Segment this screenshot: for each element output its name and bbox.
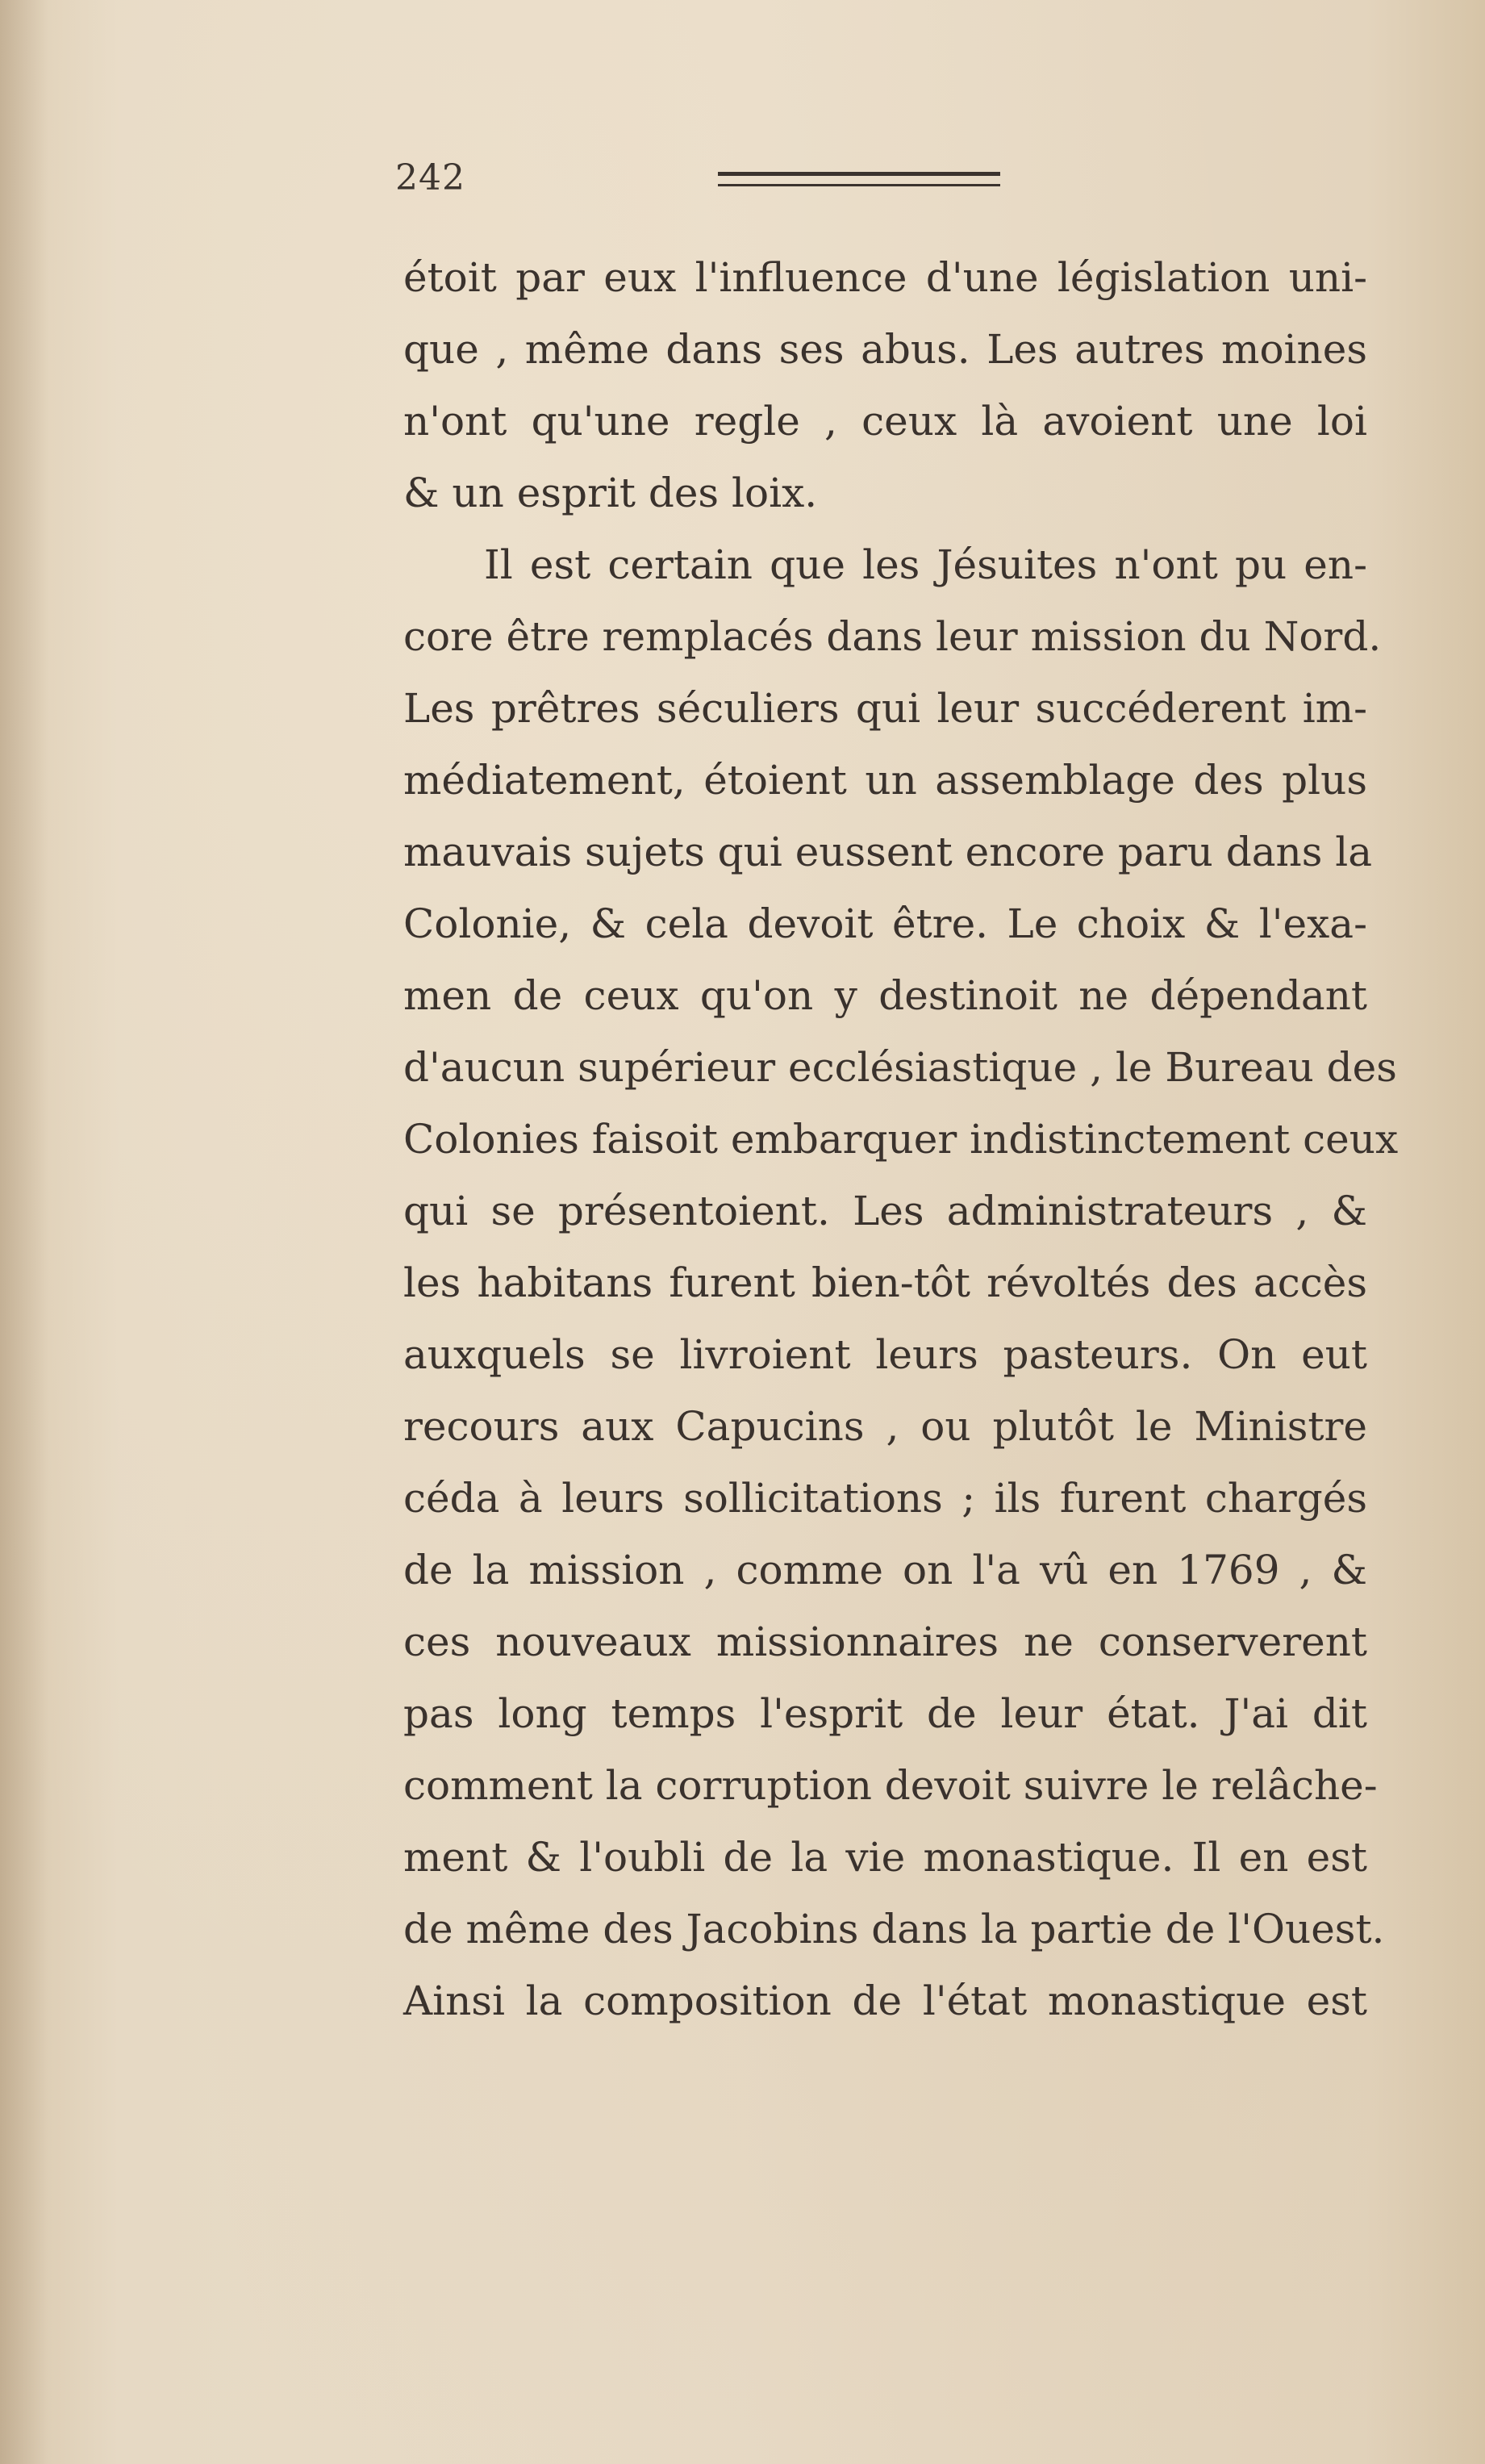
text-line: core être remplacés dans leur mission du Nord. xyxy=(403,613,1382,660)
page-header xyxy=(395,157,1041,206)
header-rule xyxy=(718,184,1000,186)
text-line: recours aux Capucins , ou plutôt le Ministre xyxy=(403,1403,1367,1450)
text-line: pas long temps l'esprit de leur état. J'ai dit xyxy=(403,1690,1367,1737)
text-line: men de ceux qu'on y destinoit ne dépendant xyxy=(403,972,1367,1019)
text-line: étoit par eux l'influence d'une législation uni- xyxy=(403,254,1367,301)
text-line: que , même dans ses abus. Les autres moines xyxy=(403,326,1367,373)
page-gutter-shadow xyxy=(0,0,48,2464)
text-line: ment & l'oubli de la vie monastique. Il en est xyxy=(403,1834,1367,1881)
text-line: céda à leurs sollicitations ; ils furent chargés xyxy=(403,1475,1367,1522)
text-line: médiatement, étoient un assemblage des plus xyxy=(403,757,1367,804)
text-line: Colonies faisoit embarquer indistinctement ceux xyxy=(403,1116,1399,1163)
text-line: Les prêtres séculiers qui leur succéderent im- xyxy=(403,685,1367,732)
text-line: les habitans furent bien-tôt révoltés des accès xyxy=(403,1259,1367,1306)
text-line: de même des Jacobins dans la partie de l'Ouest. xyxy=(403,1906,1385,1952)
text-line: comment la corruption devoit suivre le relâche- xyxy=(403,1762,1378,1809)
text-line: n'ont qu'une regle , ceux là avoient une loi xyxy=(403,398,1367,445)
header-rule xyxy=(718,172,1000,176)
text-line: auxquels se livroient leurs pasteurs. On eut xyxy=(403,1331,1367,1378)
text-line: Ainsi la composition de l'état monastique est xyxy=(403,1977,1367,2024)
text-line: & un esprit des loix. xyxy=(403,470,818,516)
text-line: Il est certain que les Jésuites n'ont pu en- xyxy=(484,541,1367,588)
page-number: 242 xyxy=(395,157,465,198)
text-line: Colonie, & cela devoit être. Le choix & l'exa- xyxy=(403,900,1367,947)
text-line: ces nouveaux missionnaires ne conserverent xyxy=(403,1618,1367,1665)
text-line: qui se présentoient. Les administrateurs , & xyxy=(403,1188,1367,1234)
text-line: d'aucun supérieur ecclésiastique , le Bureau des xyxy=(403,1044,1397,1091)
text-line: de la mission , comme on l'a vû en 1769 , & xyxy=(403,1547,1367,1593)
text-line: mauvais sujets qui eussent encore paru dans la xyxy=(403,829,1373,875)
body-text xyxy=(403,242,1399,2037)
